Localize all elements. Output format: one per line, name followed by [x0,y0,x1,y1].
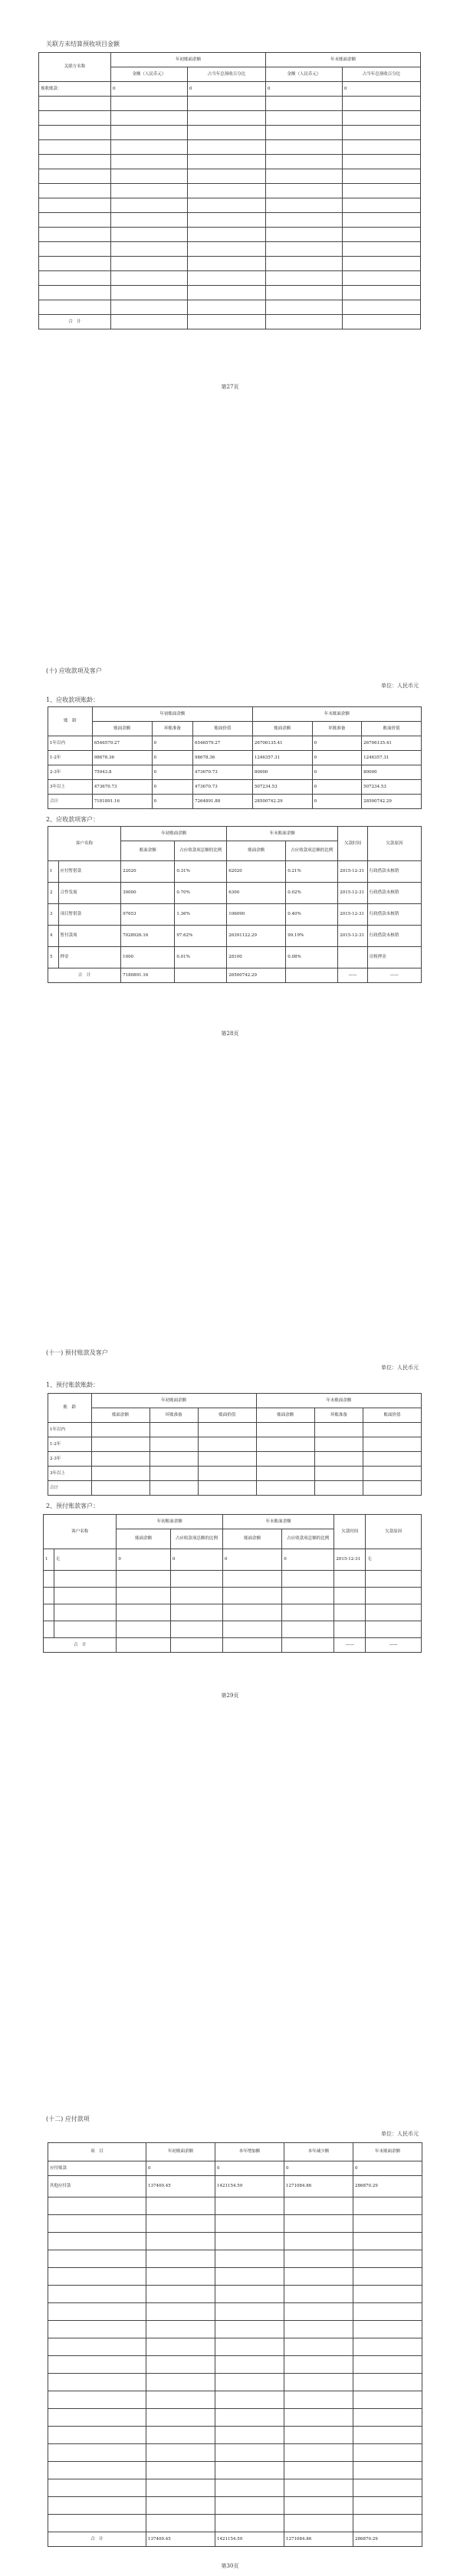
col-begin: 年初账面余额 [91,1394,256,1408]
page-27 [0,0,460,398]
col-begin-pct: 占当年总预收百分比 [188,67,266,82]
table-row: 1 应付暂借款 22020 0.31% 62020 0.21% 2015-12-31 行政借款未核销 [48,861,422,883]
table-row: 合计 7181891.16 0 7264891.88 28500742.29 0 28500742.29 [48,795,422,809]
col-provision: 坏账准备 [314,1408,363,1423]
col-begin-amt: 金额（人民币元） [111,67,188,82]
payables-table [48,2142,422,2547]
page-number: 第29页 [221,1693,239,1699]
cell-zero: 0 [188,82,266,97]
col-book-value: 账面价值 [363,1408,421,1423]
col-customer: 客户名称 [44,1515,117,1549]
col-reason: 欠款原因 [366,1515,422,1549]
col-provision: 坏账准备 [152,722,192,736]
col-end: 年末账面余额 [227,827,338,841]
col-reason: 欠款原因 [367,827,421,861]
receivable-customer-table [48,826,422,983]
cell-zero: 0 [343,82,421,97]
table-row: 1-2年 [48,1437,422,1452]
col-ratio: 占应收款项总额的比例 [170,1529,222,1549]
unit-label: 单位：人民币元 [381,1365,419,1371]
prepaid-related-table [38,52,421,329]
col-provision: 坏账准备 [312,722,361,736]
table-row: 3年以上 [48,1467,422,1481]
col-provision: 坏账准备 [150,1408,198,1423]
col-end: 年末账面余额 [222,1515,334,1529]
page-number: 第30页 [221,2563,239,2569]
table-row: 2-3年 [48,1452,422,1467]
col-end: 年末账面余额 [252,707,421,722]
table-row: 2-3年 75943.8 0 473670.73 80000 0 80000 [48,765,422,780]
col-ratio: 占应收款项总额的比例 [286,841,338,861]
col-begin: 年初账面余额 [121,827,227,841]
col-balance: 账面余额 [91,1408,150,1423]
col-balance: 账面余额 [92,722,152,736]
cell-zero: 0 [111,82,188,97]
table-row-total: 合 计 —— —— [44,1638,422,1653]
col-book-value: 账面价值 [362,722,422,736]
page-27-title: 关联方未结算预收项目金额 [46,41,120,48]
row-prepaid-label: 预收账款： [39,82,111,97]
subsection-aging: 1、应收款项账龄： [46,696,100,703]
receivable-aging-table [48,706,422,809]
page-number: 第28页 [221,1031,239,1037]
col-begin: 年初账面余额 [92,707,252,722]
prepaid-aging-table [48,1393,422,1496]
page-28-title: (十) 应收款项及客户 [46,667,102,674]
cell-zero: 0 [266,82,343,97]
page-30-title: (十二) 应付款项 [46,2116,90,2122]
table-row: 2 合作发展 30000 0.70% 6300 0.02% 2015-12-31 行政借款未核销 [48,883,422,904]
table-row: 1年以内 6546579.27 0 6546579.27 26706135.41 0 26706135.41 [48,736,422,751]
unit-label: 单位：人民币元 [381,2131,419,2137]
table-row: 1-2年 98678.36 0 98678.36 1246357.31 0 1246357.31 [48,751,422,765]
table-row: 合计 [48,1481,422,1496]
col-balance: 账面余额 [227,841,286,861]
col-end: 年末账面余额 [353,2143,422,2161]
table-row: 5 押金 1000 0.01% 28100 0.08% 房租押金 [48,947,422,968]
col-end: 年末账面余额 [266,53,421,67]
col-balance: 账面余额 [117,1529,170,1549]
subsection-customers: 2、预付账款客户： [46,1503,100,1509]
col-decrease: 本年减少额 [284,2143,353,2161]
col-ratio: 占应收款项总额的比例 [282,1529,334,1549]
page-28 [0,667,460,1050]
col-book-value: 账面价值 [193,722,253,736]
table-row: 3 项目暂借款 97653 1.36% 106090 0.40% 2015-12-31 行政借款未核销 [48,904,422,926]
col-item: 项 目 [48,2143,146,2161]
col-balance: 账面余额 [222,1529,281,1549]
col-date: 欠款时间 [338,827,368,861]
subsection-aging: 1、预付账款账龄： [46,1381,100,1388]
page-29 [0,1349,460,1709]
table-row: 1年以内 [48,1423,422,1437]
col-begin: 年初账面余额 [146,2143,215,2161]
unit-label: 单位：人民币元 [381,683,419,689]
col-balance: 账面余额 [121,841,175,861]
total-label: 合 计 [39,315,111,329]
table-row: 3年以上 473670.73 0 473670.73 507234.53 0 507234.53 [48,780,422,795]
col-date: 欠款时间 [334,1515,366,1549]
table-row: 1 无 0 0 0 0 2015-12-31 无 [44,1549,422,1571]
col-age: 账 龄 [48,707,93,736]
col-end: 年末账面余额 [256,1394,421,1408]
page-30 [0,2115,460,2574]
table-row: 其他应付款 137400.45 1421154.59 1271084.86 286870.29 [48,2176,422,2197]
col-customer: 客户名称 [48,827,121,861]
prepaid-customer-table [43,1514,422,1653]
col-begin: 年初账面余额 [117,1515,223,1529]
col-end-amt: 金额（人民币元） [266,67,343,82]
col-begin: 年初账面余额 [111,53,266,67]
page-29-title: (十一) 预付账款及客户 [46,1349,108,1356]
table-row-total: 合 计 7180891.16 26500742.29 —— —— [48,968,422,983]
table-row-total: 合 计 137400.45 1421154.59 1271084.86 286870.29 [48,2532,422,2547]
col-book-value: 账面价值 [198,1408,256,1423]
col-balance: 账面余额 [256,1408,314,1423]
col-balance: 账面余额 [252,722,312,736]
col-age: 账 龄 [48,1394,92,1423]
col-ratio: 占应收款项总额的比例 [175,841,227,861]
col-end-pct: 占当年总预收百分比 [343,67,421,82]
page-number: 第27页 [221,384,239,390]
col-increase: 本年增加额 [215,2143,284,2161]
table-row: 4 暂付款项 7028926.16 97.62% 26391122.29 99.19% 2015-12-31 行政借款未核销 [48,926,422,947]
table-row: 应付账款 0 0 0 0 [48,2161,422,2176]
subsection-customers: 2、应收款项客户： [46,816,100,823]
col-related-name: 关联方名称 [39,53,111,82]
